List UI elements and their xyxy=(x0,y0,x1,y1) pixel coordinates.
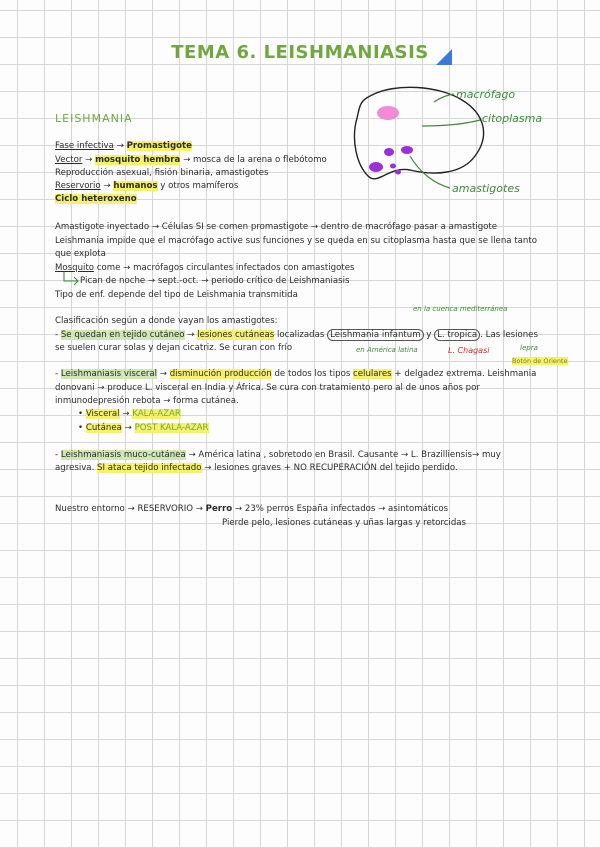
note-lepra: lepra xyxy=(520,344,538,352)
line-reservorio: Reservorio → humanos y otros mamíferos xyxy=(55,181,239,191)
line-reproduccion: Reproducción asexual, fisión binaria, amastigotes xyxy=(55,168,269,178)
line-leishmania-impide: Leishmania impide que el macrófago active sus funciones y se queda en su citoplasma hasta que se llena tanto xyxy=(55,236,537,246)
note-cuenca-mediterranea: en la cuenca mediterránea xyxy=(413,305,508,313)
amastigote xyxy=(390,164,396,169)
line-nuestro-entorno: Nuestro entorno → RESERVORIO → Perro → 23% perros España infectados → asintomáticos xyxy=(55,504,449,514)
line-tejido-cutaneo: - Se quedan en tejido cutáneo → lesiones cutáneas localizadas Leishmania infantum y L. tropica . Las lesiones xyxy=(55,330,538,340)
arrow-bracket xyxy=(62,272,82,286)
amastigote xyxy=(369,162,383,172)
label-amastigotes: amastigotes xyxy=(452,182,520,195)
amastigote xyxy=(401,146,413,154)
line-donovani: donovani → produce L. visceral en India y África. Se cura con tratamiento pero al de unos años por xyxy=(55,383,480,393)
line-agresiva: agresiva. SI ataca tejido infectado → lesiones graves + NO RECUPERACIÓN del tejido perdido. xyxy=(55,463,458,473)
page-corner-marker xyxy=(436,49,452,65)
amastigote xyxy=(384,148,394,156)
line-inmunodepresion: inmunodepresión rebota → forma cutánea. xyxy=(55,396,239,406)
line-clasificacion: Clasificación según a donde vayan los amastigotes: xyxy=(55,316,278,326)
line-mosquito-come: Mosquito come → macrófagos circulantes infectados con amastigotes xyxy=(55,263,355,273)
line-vector: Vector → mosquito hembra → mosca de la arena o flebótomo xyxy=(55,155,327,165)
line-ciclo: Ciclo heteroxeno xyxy=(55,194,137,204)
line-explota: que explota xyxy=(55,249,106,259)
amastigote xyxy=(395,170,401,175)
pointer-line-citoplasma xyxy=(422,120,480,126)
bullet-visceral: • Visceral → KALA-AZAR xyxy=(78,409,181,419)
note-america-latina: en América latina xyxy=(356,346,418,354)
bullet-cutanea: • Cutánea → POST KALA-AZAR xyxy=(78,423,209,433)
note-boton-oriente: Botón de Oriente xyxy=(512,357,568,365)
line-lesiones-curan: se suelen curar solas y dejan cicatriz. Se curan con frío xyxy=(55,343,293,353)
line-fase-infectiva: Fase infectiva → Promastigote xyxy=(55,141,192,151)
line-tipo-enf: Tipo de enf. depende del tipo de Leishmania transmitida xyxy=(55,290,298,300)
line-mucocutanea: - Leishmaniasis muco-cutánea → América latina , sobretodo en Brasil. Causante → L. Brazilliensis→ muy xyxy=(55,450,501,460)
label-citoplasma: citoplasma xyxy=(482,112,543,125)
page-title: TEMA 6. LEISHMANIASIS xyxy=(171,42,429,63)
line-pican-noche: Pican de noche → sept.-oct. → periodo crítico de Leishmaniasis xyxy=(80,276,350,286)
line-visceral: - Leishmaniasis visceral → disminución producción de todos los tipos celulares + delgadez extrema. Leishmania xyxy=(55,369,537,379)
line-pierde-pelo: Pierde pelo, lesiones cutáneas y uñas largas y retorcidas xyxy=(222,518,467,528)
section-heading: LEISHMANIA xyxy=(55,112,133,125)
label-macrofago: macrófago xyxy=(456,88,516,101)
pointer-line-macrofago xyxy=(434,94,454,102)
nucleus xyxy=(377,106,399,120)
note-chagasi: L. Chagasi xyxy=(448,346,490,355)
line-amastigote-inyectado: Amastigote inyectado → Células SI se comen promastigote → dentro de macrófago pasar a amastigote xyxy=(55,222,498,232)
